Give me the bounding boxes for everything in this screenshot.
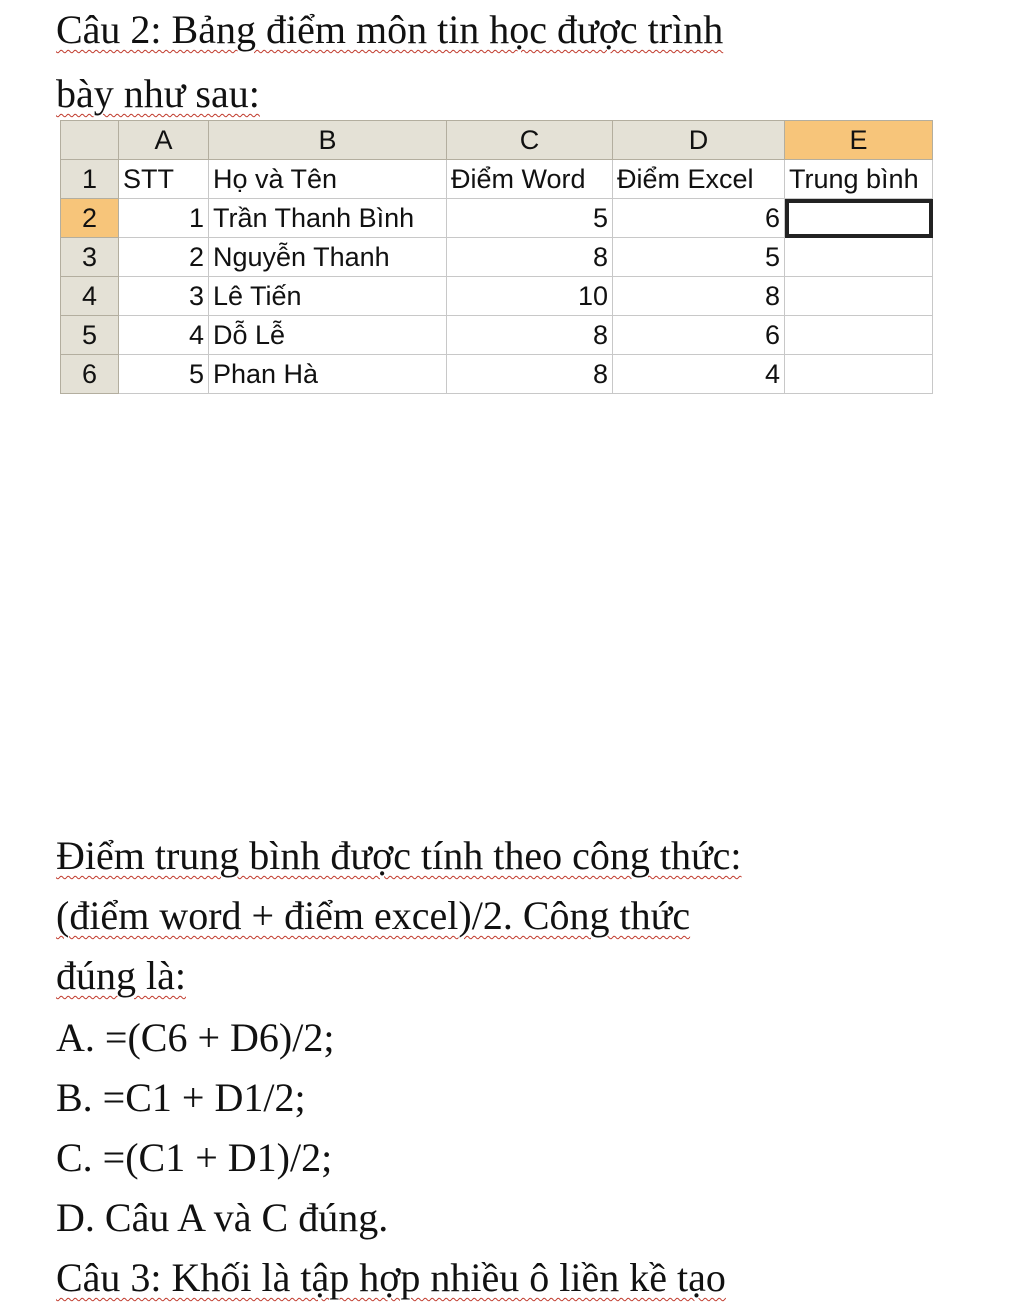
corner-cell[interactable] [61,121,119,160]
cell[interactable]: Trần Thanh Bình [209,199,447,238]
next-question-fragment: Câu 3: Khối là tập hợp nhiều ô liền kề tạo [56,1255,726,1300]
cell[interactable]: Lê Tiến [209,277,447,316]
table-row [61,277,933,316]
cell[interactable]: 8 [447,238,613,277]
option-c: C. =(C1 + D1)/2; [56,1135,333,1180]
cell[interactable]: 5 [119,355,209,394]
cell[interactable]: Phan Hà [209,355,447,394]
cell[interactable]: 8 [447,316,613,355]
table-row [61,355,933,394]
table-row [61,160,933,199]
column-header-row [61,121,933,160]
cell[interactable]: Dỗ Lễ [209,316,447,355]
active-cell[interactable] [785,199,933,238]
row-header[interactable]: 1 [61,160,119,199]
prompt-line-3: đúng là: [56,953,186,998]
cell[interactable]: 3 [119,277,209,316]
cell[interactable]: 6 [613,316,785,355]
cell[interactable] [785,238,933,277]
cell[interactable]: 10 [447,277,613,316]
cell[interactable]: STT [119,160,209,199]
cell[interactable]: 8 [613,277,785,316]
cell[interactable]: 1 [119,199,209,238]
option-d: D. Câu A và C đúng. [56,1195,389,1240]
cell[interactable]: Họ và Tên [209,160,447,199]
cell[interactable] [785,316,933,355]
row-header[interactable]: 4 [61,277,119,316]
row-header[interactable]: 5 [61,316,119,355]
cell[interactable]: 5 [447,199,613,238]
column-header-e[interactable]: E [785,121,933,160]
cell[interactable] [785,355,933,394]
cell[interactable]: Trung bình [785,160,933,199]
cell[interactable]: 6 [613,199,785,238]
question-title-line-1: Câu 2: Bảng điểm môn tin học được trình [56,7,724,52]
cell[interactable]: Nguyễn Thanh [209,238,447,277]
row-header[interactable]: 6 [61,355,119,394]
prompt-line-1: Điểm trung bình được tính theo công thức: [56,833,742,878]
row-header[interactable]: 3 [61,238,119,277]
table-row [61,238,933,277]
column-header-b[interactable]: B [209,121,447,160]
row-header[interactable]: 2 [61,199,119,238]
spreadsheet-table [60,120,933,394]
cell[interactable]: 5 [613,238,785,277]
cell[interactable]: Điểm Word [447,160,613,199]
option-b: B. =C1 + D1/2; [56,1075,306,1120]
prompt-line-2: (điểm word + điểm excel)/2. Công thức [56,893,691,938]
cell[interactable]: 8 [447,355,613,394]
table-row [61,199,933,238]
cell[interactable]: Điểm Excel [613,160,785,199]
column-header-d[interactable]: D [613,121,785,160]
column-header-a[interactable]: A [119,121,209,160]
option-a: A. =(C6 + D6)/2; [56,1015,335,1060]
cell[interactable]: 2 [119,238,209,277]
column-header-c[interactable]: C [447,121,613,160]
table-row [61,316,933,355]
cell[interactable] [785,277,933,316]
cell[interactable]: 4 [119,316,209,355]
cell[interactable]: 4 [613,355,785,394]
question-title-line-2: bày như sau: [56,71,260,116]
